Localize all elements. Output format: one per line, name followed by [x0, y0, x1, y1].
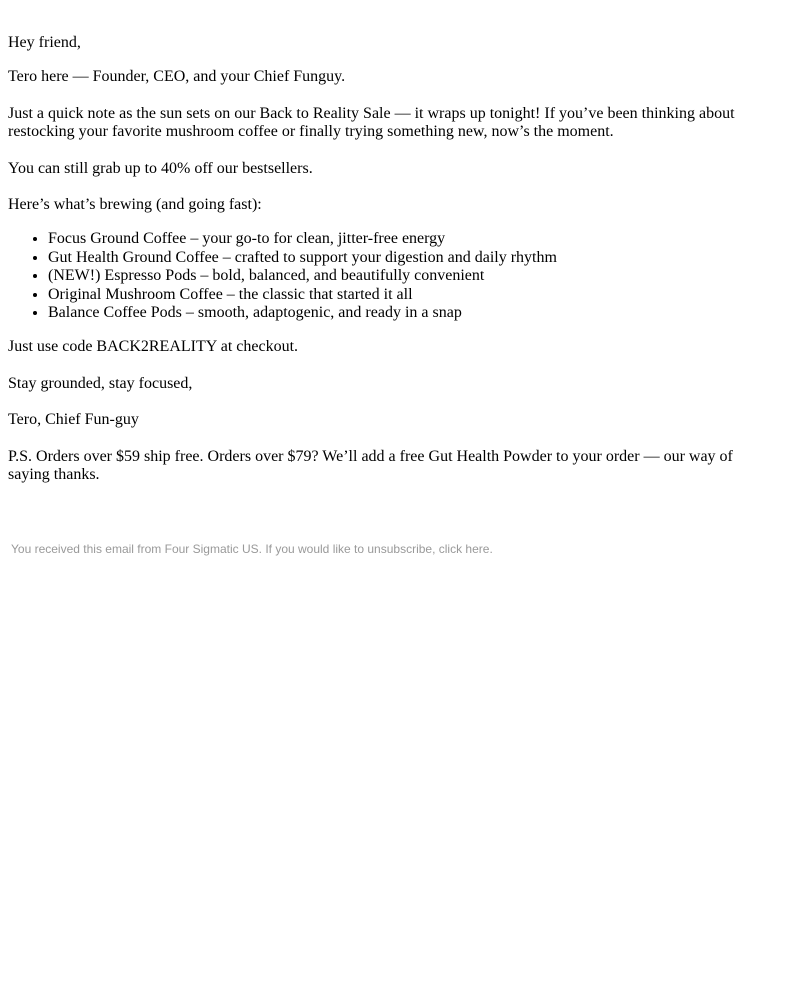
postscript: P.S. Orders over $59 ship free. Orders over $79? We’ll add a free Gut Health Powder to your order — our way of saying thanks.	[8, 447, 733, 484]
email-body	[8, 34, 768, 503]
footer-text: You received this email from Four Sigmatic US. If you would like to unsubscribe,	[11, 542, 439, 556]
email-footer	[11, 542, 493, 556]
unsubscribe-link[interactable]: click here	[438, 542, 490, 556]
list-item: • Focus Ground Coffee – your go-to for clean, jitter-free energy	[48, 230, 768, 248]
product-list	[8, 230, 768, 322]
signature: Tero, Chief Fun-guy	[8, 411, 139, 429]
list-lead: Here’s what’s brewing (and going fast):	[8, 196, 262, 214]
list-item: • Balance Coffee Pods – smooth, adaptogenic, and ready in a snap	[48, 304, 768, 322]
list-item: • Gut Health Ground Coffee – crafted to support your digestion and daily rhythm	[48, 249, 768, 267]
list-item: • (NEW!) Espresso Pods – bold, balanced, and beautifully convenient	[48, 267, 768, 285]
signoff: Stay grounded, stay focused,	[8, 374, 193, 392]
sale-paragraph: Just a quick note as the sun sets on our Back to Reality Sale — it wraps up tonight! If you’ve been thinking about restocking your favorite mushroom coffee or finally trying something new, now’s the moment.	[8, 104, 735, 141]
intro-paragraph: Tero here — Founder, CEO, and your Chief Funguy.	[8, 68, 346, 86]
discount-paragraph: You can still grab up to 40% off our bestsellers.	[8, 159, 313, 177]
greeting: Hey friend,	[8, 34, 81, 51]
promo-code-line: Just use code BACK2REALITY at checkout.	[8, 338, 299, 356]
footer-period: .	[489, 542, 493, 556]
list-item: • Original Mushroom Coffee – the classic that started it all	[48, 286, 768, 304]
